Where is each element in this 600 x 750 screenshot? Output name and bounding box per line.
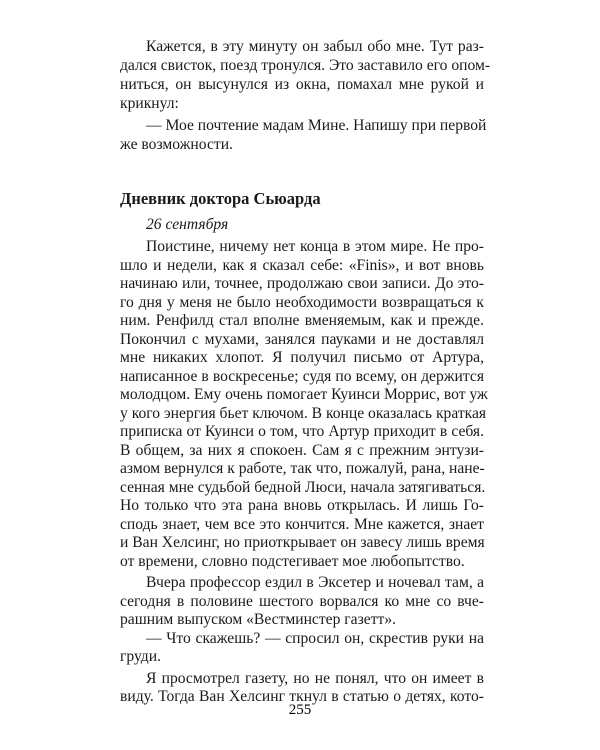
text-line: мне никаких хлопот. Я получил письмо от Артура,: [120, 349, 484, 366]
text-line: начинаю или, точнее, продолжаю свои записи. До это-: [120, 275, 484, 292]
text-line: го дня у меня не было необходимости возвращаться к: [120, 294, 484, 311]
text-line: ним. Ренфилд стал вполне вменяемым, как и прежде.: [120, 312, 484, 329]
text-line: молодцом. Ему очень помогает Куинси Моррис, вот уж: [120, 386, 488, 403]
text-line: рашним выпуском «Вестминстер газетт».: [120, 611, 397, 628]
text-line: написанное в воскресенье; судя по всему, он держится: [120, 368, 484, 385]
text-line: шло и недели, как я сказал себе: «Finis», и вот вновь: [120, 257, 484, 274]
text-line: Покончил с мухами, занялся пауками и не доставлял: [120, 331, 484, 348]
text-line: В общем, за них я спокоен. Сам я с прежним энтузи-: [120, 442, 484, 459]
text-line: сенная мне судьбой бедной Люси, начала затягиваться.: [120, 479, 486, 496]
text-line: и Ван Хелсинг, но приоткрывает он завесу лишь время: [120, 534, 485, 551]
text-line: ниться, он высунулся из окна, помахал мне рукой и: [120, 76, 484, 93]
section-heading: Дневник доктора Сьюарда: [120, 189, 321, 208]
text-line: от времени, словно подстегивает мое любопытство.: [120, 553, 465, 570]
text-line: приписка от Куинси о том, что Артур приходит в себя.: [120, 423, 484, 440]
text-line: Я просмотрел газету, но не понял, что он имеет в: [146, 670, 484, 687]
text-line: сподь знает, чем все это кончится. Мне кажется, знает: [120, 516, 484, 533]
text-line: Но только что эта рана вновь открылась. И лишь Го-: [120, 497, 484, 514]
text-line: Кажется, в эту минуту он забыл обо мне. Тут раз-: [146, 38, 484, 55]
text-line: крикнул:: [120, 95, 179, 112]
text-line: сегодня в половине шестого ворвался ко мне со вче-: [120, 593, 484, 610]
text-line: — Что скажешь? — спросил он, скрестив руки на: [146, 630, 484, 647]
text-line: азмом вернулся к работе, так что, пожалуй, рана, нане-: [120, 460, 485, 477]
diary-date: 26 сентября: [146, 216, 229, 233]
text-line: же возможности.: [120, 136, 233, 153]
text-line: — Мое почтение мадам Мине. Напишу при первой: [146, 117, 487, 134]
text-line: Поистине, ничему нет конца в этом мире. Не про-: [146, 238, 484, 255]
text-line: у кого энергия бьет ключом. В конце оказалась краткая: [120, 405, 487, 422]
text-line: груди.: [120, 648, 161, 665]
text-line: Вчера профессор ездил в Эксетер и ночевал там, а: [146, 574, 484, 591]
text-line: дался свисток, поезд тронулся. Это заставило его опом-: [120, 57, 491, 74]
page-number: 255: [288, 702, 312, 718]
text-line: виду. Тогда Ван Хелсинг ткнул в статью о детях, кото-: [120, 688, 484, 705]
